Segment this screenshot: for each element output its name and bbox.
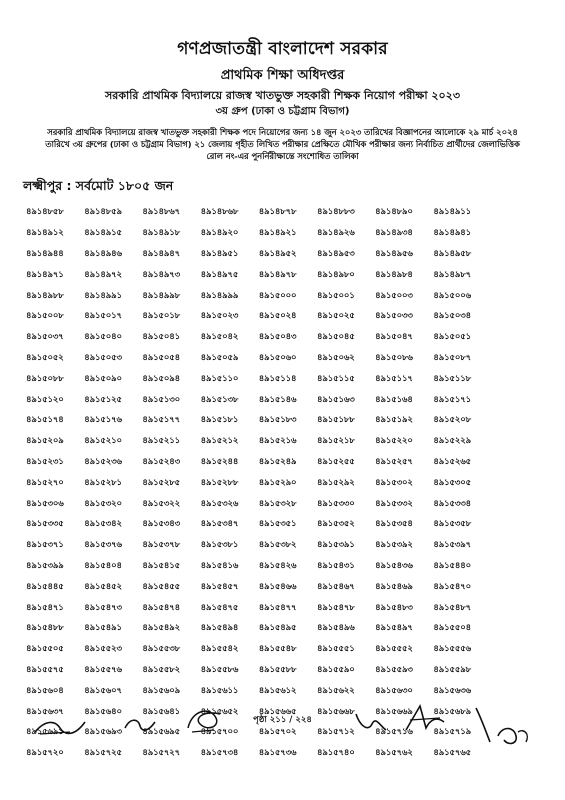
roll-row [26, 202, 546, 223]
roll-number-cell: ৪৯১৫০৮৭ [433, 352, 471, 363]
roll-number-cell: ৪৯১৫২৬৫ [433, 456, 471, 467]
roll-number-cell: ৪৯১৫৩৯৯ [26, 560, 64, 571]
roll-number-cell: ৪৯১৪৮৯০ [375, 207, 413, 218]
roll-number-cell: ৪৯১৫৪০৪ [84, 560, 122, 571]
roll-number-cell: ৪৯১৫৪৫৫ [142, 581, 181, 592]
roll-number-cell: ৪৯১৫২৪৯ [258, 456, 297, 467]
roll-number-cell: ৪৯১৫৩২২ [142, 498, 181, 509]
roll-number-cell: ৪৯১৫৫০৫ [26, 644, 64, 655]
roll-number-cell: ৪৯১৫৬৪০ [84, 706, 122, 717]
roll-number-cell: ৪৯১৫০৯০ [84, 373, 122, 384]
roll-number-cell: ৪৯১৫৭৩৪ [200, 748, 239, 759]
roll-number-cell: ৪৯১৪৯৭১ [26, 269, 64, 280]
roll-number-cell: ৪৯১৫৪৫৭ [200, 581, 239, 592]
roll-number-cell: ৪৯১৪৯৭৩ [142, 269, 181, 280]
roll-number-cell: ৪৯১৫৩৪২ [84, 519, 122, 530]
roll-number-cell: ৪৯১৫১৮৮ [316, 415, 355, 426]
roll-number-cell: ৪৯১৫১১৭ [375, 373, 413, 384]
roll-number-cell: ৪৯১৫৭৬২ [375, 748, 413, 759]
roll-number-cell: ৪৯১৫৬০৯ [142, 685, 181, 696]
roll-number-cell: ৪৯১৪৯৪১ [433, 228, 471, 239]
roll-number-cell: ৪৯১৫৪৪৫ [26, 581, 64, 592]
roll-number-cell: ৪৯১৫৪৬৭ [316, 581, 355, 592]
roll-number-cell: ৪৯১৫১৮১ [200, 415, 239, 426]
roll-number-cell: ৪৯১৫৩৩২ [375, 498, 413, 509]
roll-number-cell: ৪৯১৪৮৫৮ [26, 207, 64, 218]
roll-number-cell: ৪৯১৫৩৮১ [200, 540, 239, 551]
roll-number-cell: ৪৯১৫৭৩৬ [258, 748, 297, 759]
roll-number-cell: ৪৯১৫৪৭৩ [84, 602, 122, 613]
roll-number-cell: ৪৯১৫৬১২ [258, 685, 297, 696]
roll-number-cell: ৪৯১৫৭২৭ [142, 748, 181, 759]
roll-number-cell: ৪৯১৫৬০৭ [84, 685, 122, 696]
roll-row [26, 368, 546, 389]
signature-2 [120, 712, 160, 738]
roll-number-cell: ৪৯১৫৬১১ [200, 685, 239, 696]
roll-row [26, 556, 546, 577]
roll-number-cell: ৪৯১৫৭০০ [200, 727, 239, 738]
roll-row [26, 410, 546, 431]
roll-number-cell: ৪৯১৫৫৪২ [200, 644, 239, 655]
roll-number-cell: ৪৯১৫৩৯২ [375, 540, 413, 551]
roll-number-cell: ৪৯১৫৩৩৫ [26, 519, 64, 530]
roll-number-cell: ৪৯১৫২২৯ [433, 436, 471, 447]
roll-number-cell: ৪৯১৫৪৯২ [142, 623, 181, 634]
roll-number-cell: ৪৯১৫৪৮৭ [433, 602, 471, 613]
roll-number-cell: ৪৯১৫৪৯৫ [258, 623, 297, 634]
roll-number-cell: ৪৯১৪৯২০ [200, 228, 239, 239]
roll-row [26, 452, 546, 473]
roll-number-cell: ৪৯১৫৬৩৬ [433, 685, 471, 696]
roll-number-cell: ৪৯১৫৪৭৭ [258, 602, 297, 613]
roll-number-cell: ৪৯১৫৬৩০ [375, 685, 413, 696]
roll-number-cell: ৪৯১৫৩৩৪ [433, 498, 471, 509]
roll-number-cell: ৪৯১৫০০১ [316, 290, 355, 301]
signature-1 [30, 712, 90, 742]
roll-number-cell: ৪৯১৫৪৯৪ [200, 623, 239, 634]
roll-number-cell: ৪৯১৫২১৮ [316, 436, 355, 447]
roll-number-cell: ৪৯১৫৫৯০ [316, 664, 355, 675]
roll-number-cell: ৪৯১৫১২৫ [84, 394, 122, 405]
roll-number-cell: ৪৯১৫১১৮ [433, 373, 471, 384]
roll-number-cell: ৪৯১৫৪৯৬ [316, 623, 355, 634]
roll-number-cell: ৪৯১৫৬৯৩ [84, 727, 122, 738]
roll-number-cell: ৪৯১৪৯২৬ [316, 228, 355, 239]
roll-number-cell: ৪৯১৫৭২০ [26, 748, 64, 759]
roll-number-cell: ৪৯১৪৯১৫ [84, 228, 122, 239]
roll-number-cell: ৪৯১৪৮৭৮ [258, 207, 297, 218]
roll-number-cell: ৪৯১৫৪৭৮ [316, 602, 355, 613]
roll-number-cell: ৪৯১৪৯৮৮ [26, 290, 64, 301]
roll-number-cell: ৪৯১৫১৭৭ [142, 415, 181, 426]
roll-number-cell: ৪৯১৫৬৮৯ [433, 706, 471, 717]
roll-number-cell: ৪৯১৫০৩৩ [375, 311, 413, 322]
roll-number-cell: ৪৯১৫৪৬৬ [258, 581, 297, 592]
roll-row [26, 285, 546, 306]
roll-number-cell: ৪৯১৫৩২৬ [200, 498, 239, 509]
roll-number-cell: ৪৯১৫৫৫২ [375, 644, 413, 655]
roll-number-cell: ৪৯১৪৮৬৭ [142, 207, 181, 218]
roll-number-cell: ৪৯১৫৭১৬ [375, 727, 413, 738]
roll-number-cell: ৪৯১৫৩৪৭ [200, 519, 239, 530]
roll-number-cell: ৪৯১৫৩৭১ [26, 540, 64, 551]
roll-number-cell: ৪৯১৫০৬০ [258, 352, 297, 363]
roll-number-cell: ৪৯১৫২৩৬ [84, 456, 122, 467]
roll-row [26, 389, 546, 410]
roll-number-cell: ৪৯১৫২০৮ [433, 415, 471, 426]
roll-number-cell: ৪৯১৫৪৭৫ [200, 602, 239, 613]
page-number: পৃষ্ঠা ২১১ / ২২৪ [253, 715, 312, 725]
roll-number-cell: ৪৯১৫০০৮ [26, 311, 64, 322]
roll-number-cell: ৪৯১৫৪৮৮ [26, 623, 64, 634]
roll-number-cell: ৪৯১৫৩৭৮ [142, 540, 181, 551]
roll-number-cell: ৪৯১৪৯৫৮ [433, 248, 471, 259]
roll-row [26, 597, 546, 618]
roll-number-cell: ৪৯১৫১১৫ [316, 373, 355, 384]
roll-number-cell: ৪৯১৫০১৭ [84, 311, 122, 322]
group-title: ৩য় গ্রুপ (ঢাকা ও চট্টগ্রাম বিভাগ) [215, 106, 350, 117]
roll-number-cell: ৪৯১৪৯৮৭ [433, 269, 471, 280]
roll-number-cell: ৪৯১৪৯৭৮ [258, 269, 297, 280]
roll-number-cell: ৪৯১৫০০৩ [375, 290, 413, 301]
roll-number-cell: ৪৯১৫৩৫১ [258, 519, 297, 530]
roll-number-cell: ৪৯১৫৪৮৩ [375, 602, 413, 613]
roll-number-cell: ৪৯১৫৩২৮ [258, 498, 297, 509]
directorate-title: প্রাথমিক শিক্ষা অধিদপ্তর [220, 68, 345, 83]
roll-number-cell: ৪৯১৫৫৯৮ [433, 664, 471, 675]
roll-number-cell: ৪৯১৫২৭০ [26, 477, 64, 488]
roll-number-cell: ৪৯১৪৯৭৫ [200, 269, 239, 280]
roll-number-cell: ৪৯১৪৯৫২ [258, 248, 297, 259]
roll-number-cell: ৪৯১৫১৯২ [375, 415, 413, 426]
roll-row [26, 244, 546, 265]
roll-number-cell: ৪৯১৪৯৭২ [84, 269, 122, 280]
govt-title: গণপ্রজাতন্ত্রী বাংলাদেশ সরকার [177, 39, 388, 59]
roll-number-cell: ৪৯১৪৯৯৮ [142, 290, 181, 301]
roll-number-cell: ৪৯১৫৫৮৮ [258, 664, 297, 675]
roll-row [26, 472, 546, 493]
roll-number-cell: ৪৯১৫১৭১ [433, 394, 471, 405]
roll-number-cell: ৪৯১৪৯৫৩ [316, 248, 355, 259]
roll-number-cell: ৪৯১৪৯১৮ [142, 228, 181, 239]
roll-number-cell: ৪৯১৫২৫৫ [316, 456, 355, 467]
roll-number-cell: ৪৯১৫০১৮ [142, 311, 181, 322]
roll-number-cell: ৪৯১৫১১৪ [258, 373, 297, 384]
roll-number-cell: ৪৯১৪৮৬৮ [200, 207, 239, 218]
roll-number-cell: ৪৯১৫৬২২ [316, 685, 355, 696]
roll-row [26, 348, 546, 369]
roll-number-cell: ৪৯১৫৬৯১ [26, 727, 64, 738]
roll-row [26, 660, 546, 681]
roll-number-cell: ৪৯১৫০৪৩ [258, 332, 297, 343]
roll-number-cell: ৪৯১৫৪৯১ [84, 623, 122, 634]
roll-number-cell: ৪৯১৫১৭৪ [26, 415, 64, 426]
roll-number-cell: ৪৯১৪৯৩৪ [375, 228, 413, 239]
roll-row [26, 680, 546, 701]
roll-number-cell: ৪৯১৫০৪৭ [375, 332, 413, 343]
roll-number-cell: ৪৯১৫৬৬৫ [258, 706, 297, 717]
roll-row [26, 576, 546, 597]
signature-3 [180, 700, 226, 738]
roll-number-cell: ৪৯১৪৯৪৪ [26, 248, 64, 259]
roll-number-cell: ৪৯১৫৪৭৪ [142, 602, 181, 613]
roll-number-cell: ৪৯১৪৯৯৯ [200, 290, 239, 301]
roll-number-table [26, 202, 546, 764]
roll-number-cell: ৪৯১৫১৪৬ [258, 394, 297, 405]
roll-number-cell: ৪৯১৫৩৮২ [258, 540, 297, 551]
roll-row [26, 431, 546, 452]
roll-number-cell: ৪৯১৫২১২ [200, 436, 239, 447]
roll-number-cell: ৪৯১৫৭৪০ [316, 748, 355, 759]
roll-number-cell: ৪৯১৫০২৪ [258, 311, 297, 322]
roll-number-cell: ৪৯১৫২৮৫ [142, 477, 181, 488]
roll-number-cell: ৪৯১৪৯১১ [433, 207, 471, 218]
roll-number-cell: ৪৯১৪৯২১ [258, 228, 297, 239]
roll-number-cell: ৪৯১৫৩৫৮ [433, 519, 471, 530]
roll-number-cell: ৪৯১৫২৪৪ [200, 456, 239, 467]
roll-number-cell: ৪৯১৪৯৪৬ [84, 248, 122, 259]
roll-number-cell: ৪৯১৫০৬২ [316, 352, 355, 363]
roll-number-cell: ৪৯১৫৫২৩ [84, 644, 122, 655]
roll-number-cell: ৪৯১৫৩৫২ [316, 519, 355, 530]
roll-number-cell: ৪৯১৫৭২৫ [84, 748, 122, 759]
roll-number-cell: ৪৯১৫৫৯৩ [375, 664, 413, 675]
roll-number-cell: ৪৯১৫০৩৪ [433, 311, 471, 322]
roll-number-cell: ৪৯১৫৩৩০ [316, 498, 355, 509]
roll-number-cell: ৪৯১৫৩৪৩ [142, 519, 181, 530]
roll-number-cell: ৪৯১৫৬৪১ [142, 706, 181, 717]
roll-number-cell: ৪৯১৫৪১৬ [200, 560, 239, 571]
roll-number-cell: ৪৯১৫০০০ [258, 290, 297, 301]
roll-number-cell: ৪৯১৫২৫৭ [375, 456, 413, 467]
roll-number-cell: ৪৯১৫৫৩৮ [142, 644, 181, 655]
roll-number-cell: ৪৯১৫২০৯ [26, 436, 64, 447]
roll-number-cell: ৪৯১৫০৫২ [26, 352, 64, 363]
district-heading: লক্ষ্মীপুর : সর্বমোট ১৮০৫ জন [23, 178, 174, 193]
roll-number-cell: ৪৯১৫০৫৯ [200, 352, 239, 363]
roll-number-cell: ৪৯১৫২১০ [84, 436, 122, 447]
roll-number-cell: ৪৯১৪৮৫৯ [84, 207, 122, 218]
roll-number-cell: ৪৯১৪৯৪৭ [142, 248, 181, 259]
roll-number-cell: ৪৯১৫৩৫৪ [375, 519, 413, 530]
roll-number-cell: ৪৯১৫২৯২ [316, 477, 355, 488]
roll-number-cell: ৪৯১৫২৪৩ [142, 456, 181, 467]
roll-number-cell: ৪৯১৫৪১৫ [142, 560, 181, 571]
roll-row [26, 535, 546, 556]
roll-row [26, 618, 546, 639]
roll-number-cell: ৪৯১৪৮৮৩ [316, 207, 355, 218]
signature-4 [350, 706, 390, 736]
roll-number-cell: ৪৯১৫৫৮২ [142, 664, 181, 675]
roll-number-cell: ৪৯১৫৪২৬ [258, 560, 297, 571]
roll-number-cell: ৪৯১৫৪৯৭ [375, 623, 413, 634]
roll-number-cell: ৪৯১৫০৪০ [84, 332, 122, 343]
roll-number-cell: ৪৯১৫২১৬ [258, 436, 297, 447]
roll-number-cell: ৪৯১৫১৩৮ [200, 394, 239, 405]
roll-number-cell: ৪৯১৪৯৮৪ [375, 269, 413, 280]
roll-number-cell: ৪৯১৫১৬৪ [375, 394, 413, 405]
roll-number-cell: ৪৯১৫০২৫ [316, 311, 355, 322]
roll-number-cell: ৪৯১৫৫৫৬ [433, 644, 471, 655]
roll-number-cell: ৪৯১৫৩৭৬ [84, 540, 122, 551]
roll-number-cell: ৪৯১৫২৮১ [84, 477, 122, 488]
roll-number-cell: ৪৯১৫৫৮৬ [200, 664, 239, 675]
roll-number-cell: ৪৯১৫১৩০ [142, 394, 181, 405]
roll-number-cell: ৪৯১৫১৭৬ [84, 415, 122, 426]
roll-number-cell: ৪৯১৫৬৩৭ [26, 706, 64, 717]
roll-number-cell: ৪৯১৫০৯৪ [142, 373, 181, 384]
roll-number-cell: ৪৯১৫১২০ [26, 394, 64, 405]
roll-number-cell: ৪৯১৫৪৬৯ [375, 581, 413, 592]
roll-number-cell: ৪৯১৫২২০ [375, 436, 413, 447]
roll-number-cell: ৪৯১৫৬০৪ [26, 685, 64, 696]
roll-number-cell: ৪৯১৫১৬৩ [316, 394, 355, 405]
roll-number-cell: ৪৯১৫৩০৫ [433, 477, 471, 488]
roll-number-cell: ৪৯১৫৭০২ [258, 727, 297, 738]
roll-number-cell: ৪৯১৪৯৮০ [316, 269, 355, 280]
roll-number-cell: ৪৯১৫১৮৩ [258, 415, 297, 426]
roll-number-cell: ৪৯১৫০০৬ [433, 290, 471, 301]
roll-number-cell: ৪৯১৫০৫৪ [142, 352, 181, 363]
roll-row [26, 514, 546, 535]
roll-number-cell: ৪৯১৫১১০ [200, 373, 239, 384]
roll-number-cell: ৪৯১৪৯৯১ [84, 290, 122, 301]
roll-number-cell: ৪৯১৫৪৫২ [84, 581, 122, 592]
roll-number-cell: ৪৯১৫৪৩৬ [375, 560, 413, 571]
exam-title: সরকারি প্রাথমিক বিদ্যালয়ে রাজস্ব খাতভুক্ত সহকারী শিক্ষক নিয়োগ পরীক্ষা ২০২৩ [105, 89, 460, 102]
roll-number-cell: ৪৯১৫২৮৮ [200, 477, 239, 488]
roll-number-cell: ৪৯১৫৫৭৫ [26, 664, 64, 675]
roll-number-cell: ৪৯১৫০৫৩ [84, 352, 122, 363]
roll-number-cell: ৪৯১৪৯৫১ [200, 248, 239, 259]
signature-5 [400, 700, 450, 736]
roll-number-cell: ৪৯১৫৫৫১ [316, 644, 355, 655]
roll-number-cell: ৪৯১৪৯১২ [26, 228, 64, 239]
roll-number-cell: ৪৯১৫৪৩১ [316, 560, 355, 571]
roll-number-cell: ৪৯১৫৭১৯ [433, 727, 471, 738]
roll-row [26, 639, 546, 660]
roll-number-cell: ৪৯১৫০৪২ [200, 332, 239, 343]
roll-number-cell: ৪৯১৫০২৩ [200, 311, 239, 322]
roll-number-cell: ৪৯১৫৩০৬ [26, 498, 64, 509]
roll-number-cell: ৪৯১৫৩২০ [84, 498, 122, 509]
roll-number-cell: ৪৯১৫০৪১ [142, 332, 181, 343]
roll-number-cell: ৪৯১৫৭১২ [316, 727, 355, 738]
roll-number-cell: ৪৯১৫০৪৫ [316, 332, 355, 343]
roll-number-cell: ৪৯১৫৩৯১ [316, 540, 355, 551]
roll-number-cell: ৪৯১৫৬৫২ [200, 706, 239, 717]
roll-number-cell: ৪৯১৫৬৯৫ [142, 727, 181, 738]
signature-6 [468, 702, 538, 752]
roll-number-cell: ৪৯১৫০৮৬ [375, 352, 413, 363]
roll-number-cell: ৪৯১৫৫৭৬ [84, 664, 122, 675]
roll-number-cell: ৪৯১৫৬৬৯ [375, 706, 413, 717]
roll-number-cell: ৪৯১৫২১১ [142, 436, 181, 447]
notice-paragraph: সরকারি প্রাথমিক বিদ্যালয়ে রাজস্ব খাতভুক্ত সহকারী শিক্ষক পদে নিয়োগের জন্য ১৪ জুন ২০২৩ তারিখের বিজ্ঞাপনের আলোকে ২৯ মার্চ ২০২৪ তারিখে ৩য় গ্রুপের (ঢাকা ও চট্টগ্রাম বিভাগ) ২১ জেলায় গৃহীত লিখিত পরীক্ষার প্রেক্ষিতে মৌখিক পরীক্ষার জন্য নির্বাচিত প্রার্থীদের জেলাভিত্তিক রোল নং-এর পুনর্নিরীক্ষান্তে সংশোধিত তালিকা [45, 127, 520, 161]
roll-row [26, 223, 546, 244]
roll-row [26, 327, 546, 348]
roll-number-cell: ৪৯১৫৬৬৮ [316, 706, 355, 717]
roll-number-cell: ৪৯১৫৩৯৭ [433, 540, 471, 551]
roll-number-cell: ৪৯১৪৯৫৬ [375, 248, 413, 259]
roll-number-cell: ৪৯১৫০৫১ [433, 332, 471, 343]
roll-number-cell: ৪৯১৫০৮৮ [26, 373, 64, 384]
roll-number-cell: ৪৯১৫৪৭১ [26, 602, 64, 613]
roll-number-cell: ৪৯১৫২৯০ [258, 477, 297, 488]
roll-number-cell: ৪৯১৫৩০২ [375, 477, 413, 488]
roll-number-cell: ৪৯১৫২৩১ [26, 456, 64, 467]
roll-number-cell: ৪৯১৫৭৬৫ [433, 748, 471, 759]
roll-row [26, 264, 546, 285]
roll-number-cell: ৪৯১৫৪৪০ [433, 560, 471, 571]
roll-number-cell: ৪৯১৫০৩৭ [26, 332, 64, 343]
roll-row [26, 306, 546, 327]
roll-number-cell: ৪৯১৫৫৪৮ [258, 644, 297, 655]
roll-row [26, 493, 546, 514]
roll-number-cell: ৪৯১৫৫০৪ [433, 623, 471, 634]
roll-number-cell: ৪৯১৫৪৭০ [433, 581, 471, 592]
